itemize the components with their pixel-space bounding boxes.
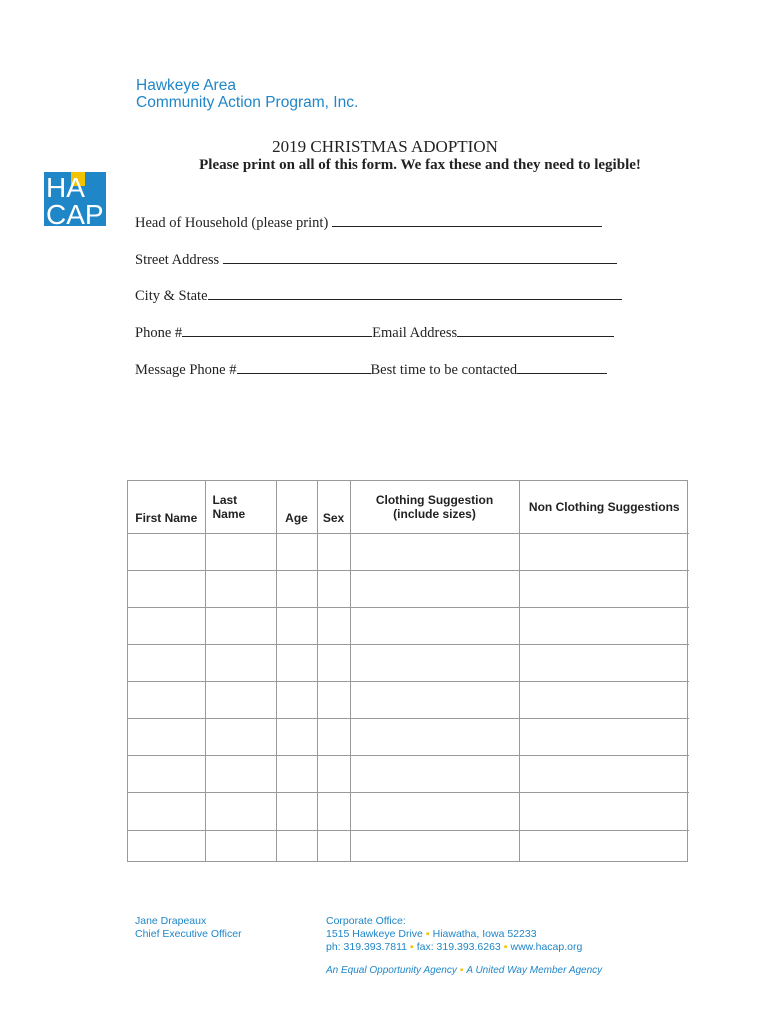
table-cell[interactable] [350, 534, 519, 571]
phone-line[interactable] [182, 323, 372, 337]
table-cell[interactable] [519, 756, 689, 793]
col-header-age: Age [276, 481, 317, 534]
footer-signatory [135, 915, 242, 941]
clothing-header-line2: (include sizes) [393, 507, 476, 521]
head-of-household-row [135, 213, 602, 232]
table-cell[interactable] [276, 719, 317, 756]
footer-phone: ph: 319.393.7811 [326, 941, 407, 953]
col-header-first-name: First Name [135, 511, 198, 525]
table-cell[interactable] [128, 719, 205, 756]
table-cell[interactable] [350, 571, 519, 608]
table-cell[interactable] [350, 682, 519, 719]
table-row [128, 571, 689, 608]
table-row [128, 534, 689, 571]
organization-name [136, 77, 358, 111]
table-cell[interactable] [128, 830, 205, 861]
table-cell[interactable] [205, 571, 276, 608]
table-cell[interactable] [519, 645, 689, 682]
footer-role: Chief Executive Officer [135, 928, 242, 940]
table-cell[interactable] [276, 534, 317, 571]
table-cell[interactable] [128, 571, 205, 608]
table-row [128, 756, 689, 793]
table-cell[interactable] [317, 534, 350, 571]
email-line[interactable] [457, 323, 614, 337]
table-cell[interactable] [519, 793, 689, 830]
table-cell[interactable] [350, 645, 519, 682]
footer-tagline [326, 965, 602, 976]
table-cell[interactable] [519, 682, 689, 719]
table-cell[interactable] [205, 608, 276, 645]
table-cell[interactable] [128, 756, 205, 793]
table-cell[interactable] [350, 608, 519, 645]
footer-fax: fax: 319.393.6263 [416, 941, 501, 953]
table-cell[interactable] [519, 608, 689, 645]
footer-name: Jane Drapeaux [135, 915, 207, 927]
table-cell[interactable] [519, 719, 689, 756]
logo-text-ha: HA [46, 172, 85, 203]
email-label: Email Address [372, 325, 458, 341]
table-cell[interactable] [276, 682, 317, 719]
clothing-header-line1: Clothing Suggestion [375, 493, 494, 507]
col-header-sex: Sex [317, 481, 350, 534]
table-cell[interactable] [276, 830, 317, 861]
table-cell[interactable] [519, 571, 689, 608]
message-phone-row [135, 360, 607, 379]
footer-city: Hiawatha, Iowa 52233 [432, 928, 537, 940]
head-of-household-label: Head of Household (please print) [135, 215, 332, 231]
footer-contact [326, 915, 582, 954]
table-cell[interactable] [519, 534, 689, 571]
table-cell[interactable] [350, 793, 519, 830]
table-cell[interactable] [205, 534, 276, 571]
last-name-header-line1: Last [212, 493, 238, 507]
table-cell[interactable] [350, 830, 519, 861]
table-cell[interactable] [205, 682, 276, 719]
table-cell[interactable] [205, 793, 276, 830]
phone-label: Phone # [135, 325, 183, 341]
col-header-clothing [350, 481, 519, 534]
table-cell[interactable] [317, 793, 350, 830]
table-cell[interactable] [317, 719, 350, 756]
form-subtitle: Please print on all of this form. We fax these and they need to legible! [199, 157, 641, 173]
table-cell[interactable] [317, 682, 350, 719]
street-address-row [135, 250, 617, 269]
logo-text-cap: CAP [46, 199, 104, 226]
table-cell[interactable] [350, 719, 519, 756]
table-cell[interactable] [128, 645, 205, 682]
table-row [128, 830, 689, 861]
table-cell[interactable] [350, 756, 519, 793]
tagline-part1: An Equal Opportunity Agency [326, 965, 457, 976]
form-title: 2019 CHRISTMAS ADOPTION [272, 137, 498, 156]
col-header-last-name [205, 481, 276, 534]
phone-email-row [135, 323, 614, 342]
table-cell[interactable] [276, 756, 317, 793]
table-cell[interactable] [128, 682, 205, 719]
separator-icon: ▪ [425, 928, 430, 940]
table-row [128, 608, 689, 645]
table-cell[interactable] [128, 534, 205, 571]
col-header-non-clothing: Non Clothing Suggestions [519, 481, 689, 534]
table-cell[interactable] [205, 645, 276, 682]
org-name-line1: Hawkeye Area [136, 77, 236, 94]
footer-address: 1515 Hawkeye Drive [326, 928, 423, 940]
footer-phone-line [326, 941, 582, 954]
message-phone-line[interactable] [237, 360, 371, 374]
table-cell[interactable] [317, 608, 350, 645]
message-phone-label: Message Phone # [135, 362, 237, 378]
hacap-logo [44, 172, 106, 226]
last-name-header-line2: Name [212, 507, 246, 521]
table-cell[interactable] [276, 608, 317, 645]
street-address-line[interactable] [223, 250, 617, 264]
table-cell[interactable] [128, 608, 205, 645]
table-cell[interactable] [519, 830, 689, 861]
table-cell[interactable] [317, 830, 350, 861]
best-time-line[interactable] [517, 360, 607, 374]
city-state-row [135, 286, 622, 305]
table-header-row [128, 481, 689, 534]
table-cell[interactable] [205, 719, 276, 756]
children-table [127, 480, 688, 862]
tagline-part2: A United Way Member Agency [466, 965, 603, 976]
table-row [128, 645, 689, 682]
footer-address-line [326, 928, 582, 941]
footer-office-label: Corporate Office: [326, 915, 406, 927]
table-cell[interactable] [317, 756, 350, 793]
separator-icon: ▪ [409, 941, 414, 953]
street-address-label: Street Address [135, 252, 223, 268]
table-row [128, 719, 689, 756]
table-cell[interactable] [317, 571, 350, 608]
head-of-household-line[interactable] [332, 213, 602, 227]
table-cell[interactable] [276, 571, 317, 608]
table-cell[interactable] [128, 793, 205, 830]
city-state-label: City & State [135, 288, 208, 304]
table-cell[interactable] [205, 830, 276, 861]
separator-icon: ▪ [503, 941, 508, 953]
footer-website-link[interactable]: www.hacap.org [510, 941, 583, 953]
separator-icon: ▪ [459, 965, 464, 976]
city-state-line[interactable] [208, 286, 622, 300]
table-cell[interactable] [276, 793, 317, 830]
best-time-label: Best time to be contacted [370, 362, 518, 378]
table-row [128, 682, 689, 719]
table-cell[interactable] [317, 645, 350, 682]
table-row [128, 793, 689, 830]
org-name-line2: Community Action Program, Inc. [136, 94, 359, 111]
table-cell[interactable] [205, 756, 276, 793]
table-cell[interactable] [276, 645, 317, 682]
